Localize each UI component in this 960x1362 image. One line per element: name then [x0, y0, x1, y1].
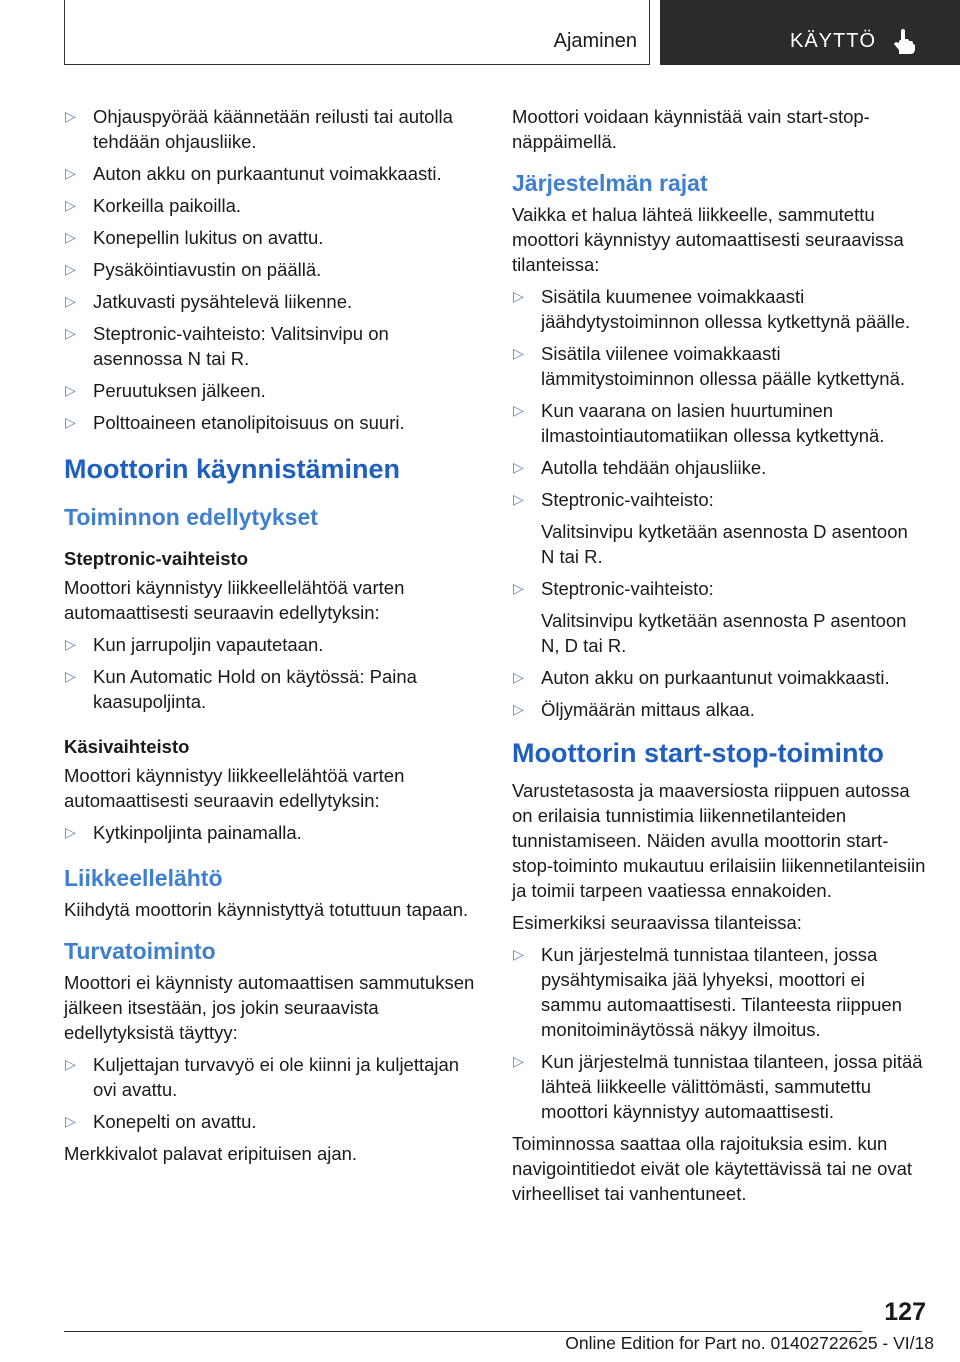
bullet-icon: ▷	[65, 1113, 76, 1129]
bullet-icon: ▷	[513, 701, 524, 717]
chapter-tab	[660, 0, 960, 65]
footer-edition: Online Edition for Part no. 01402722625 - VI/18	[565, 1333, 934, 1353]
heading-drive-off: Liikkeellelähtö	[64, 865, 223, 891]
paragraph: Esimerkiksi seuraavissa tilanteissa:	[512, 912, 802, 933]
heading-engine-start: Moottorin käynnistäminen	[64, 454, 401, 484]
section-title: Ajaminen	[553, 30, 637, 52]
bullet-icon: ▷	[513, 946, 524, 962]
list-item: ▷ Kun järjestelmä tunnistaa tilanteen, jossa pysähtymisaika jää lyhyeksi, moottori ei sammu automaattisesti. Tilanteesta riippuen monitoiminäytössä näkyy ilmoitus.	[513, 944, 902, 1040]
paragraph: Merkkivalot palavat eripituisen ajan.	[64, 1143, 358, 1164]
list-item: ▷ Sisätila kuumenee voimakkaasti jäähdytystoiminnon ollessa kytkettynä päälle.	[513, 286, 911, 332]
bullet-icon: ▷	[513, 459, 524, 475]
list-item: ▷ Kun Automatic Hold on käytössä: Paina kaasupoljinta.	[65, 666, 417, 712]
bullet-icon: ▷	[65, 325, 76, 341]
list-item: ▷ Auton akku on purkaantunut voimakkaasti.	[513, 667, 890, 688]
bullet-icon: ▷	[513, 580, 524, 596]
list-item: ▷ Ohjauspyörää käännetään reilusti tai autolla tehdään ohjausliike.	[65, 106, 453, 152]
bullet-icon: ▷	[65, 108, 76, 124]
list-item: ▷ Kun järjestelmä tunnistaa tilanteen, jossa pitää lähteä liikkeelle välittömästi, sammutettu moottori käynnistyy automaattisesti.	[513, 1051, 923, 1122]
page-header	[64, 0, 960, 66]
paragraph: Vaikka et halua lähteä liikkeelle, sammutettu moottori käynnistyy automaattisesti seuraavissa tilanteissa:	[512, 204, 904, 275]
bullet-icon: ▷	[513, 402, 524, 418]
list-item: ▷ Steptronic-vaihteisto: Valitsinvipu kytketään asennosta D asentoon N tai R.	[513, 489, 908, 567]
list-item: ▷ Öljymäärän mittaus alkaa.	[513, 699, 755, 720]
footer-divider	[64, 1331, 862, 1332]
list-item: ▷ Autolla tehdään ohjausliike.	[513, 457, 767, 478]
list-top	[64, 104, 478, 435]
list-item: ▷ Steptronic-vaihteisto: Valitsinvipu on asennossa N tai R.	[65, 323, 389, 369]
chapter-title: KÄYTTÖ	[789, 30, 876, 52]
paragraph: Toiminnossa saattaa olla rajoituksia esim. kun navigointitiedot eivät ole käytettävissä tai ne ovat virheelliset tai vanhentuneet.	[512, 1133, 913, 1204]
section-tab	[64, 0, 650, 65]
bullet-icon: ▷	[513, 1053, 524, 1069]
paragraph: Moottori käynnistyy liikkeellelähtöä varten automaattisesti seuraavin edellytyksin:	[64, 577, 405, 623]
bullet-icon: ▷	[65, 293, 76, 309]
paragraph: Kiihdytä moottorin käynnistyttyä totuttuun tapaan.	[64, 899, 469, 920]
bullet-icon: ▷	[513, 491, 524, 507]
bullet-icon: ▷	[513, 345, 524, 361]
list-item: ▷ Konepellin lukitus on avattu.	[65, 227, 324, 248]
list-item: ▷ Korkeilla paikoilla.	[65, 195, 242, 216]
bullet-icon: ▷	[65, 636, 76, 652]
bullet-icon: ▷	[65, 261, 76, 277]
paragraph: Moottori ei käynnisty automaattisen sammutuksen jälkeen itsestään, jos jokin seuraavista edellytyksistä täyttyy:	[64, 972, 475, 1043]
heading-system-limits: Järjestelmän rajat	[512, 170, 708, 196]
list-item: ▷ Kun jarrupoljin vapautetaan.	[65, 634, 324, 655]
bullet-icon: ▷	[65, 382, 76, 398]
right-column	[512, 104, 926, 1213]
list-item: ▷ Kuljettajan turvavyö ei ole kiinni ja kuljettajan ovi avattu.	[65, 1054, 460, 1100]
bullet-icon: ▷	[65, 414, 76, 430]
list-item: ▷ Konepelti on avattu.	[65, 1111, 257, 1132]
list-item: ▷ Kun vaarana on lasien huurtuminen ilmastointiautomatiikan ollessa kytkettynä.	[513, 400, 885, 446]
list-item: ▷ Pysäköintiavustin on päällä.	[65, 259, 322, 280]
heading-start-stop: Moottorin start-stop-toiminto	[512, 738, 884, 768]
heading-prerequisites: Toiminnon edellytykset	[64, 504, 318, 530]
bullet-icon: ▷	[65, 165, 76, 181]
bullet-icon: ▷	[513, 669, 524, 685]
bullet-icon: ▷	[65, 668, 76, 684]
list-item: ▷ Auton akku on purkaantunut voimakkaasti.	[65, 163, 442, 184]
paragraph: Moottori käynnistyy liikkeellelähtöä varten automaattisesti seuraavin edellytyksin:	[64, 765, 405, 811]
bullet-icon: ▷	[65, 197, 76, 213]
list-item: ▷ Polttoaineen etanolipitoisuus on suuri.	[65, 412, 405, 433]
list-item: ▷ Kytkinpoljinta painamalla.	[65, 822, 302, 843]
bullet-icon: ▷	[65, 824, 76, 840]
list-item: ▷ Steptronic-vaihteisto: Valitsinvipu kytketään asennosta P asentoon N, D tai R.	[513, 578, 907, 656]
list-item: ▷ Jatkuvasti pysähtelevä liikenne.	[65, 291, 353, 312]
bullet-icon: ▷	[65, 1056, 76, 1072]
bullet-icon: ▷	[513, 288, 524, 304]
bullet-icon: ▷	[65, 229, 76, 245]
left-column	[64, 104, 478, 1173]
page-number: 127	[884, 1298, 926, 1326]
pointing-hand-icon	[890, 28, 918, 56]
list-item: ▷ Peruutuksen jälkeen.	[65, 380, 266, 401]
heading-steptronic: Steptronic-vaihteisto	[64, 548, 248, 569]
heading-manual-gearbox: Käsivaihteisto	[64, 736, 190, 757]
paragraph: Varustetasosta ja maaversiosta riippuen autossa on erilaisia tunnistimia liikennetilanteiden tunnistamiseen. Näiden avulla moottorin start-stop-toiminto mukautuu erilaisiin liikennetilanteisiin ja toimii tarpeen vaatiessa ennakoiden.	[512, 780, 926, 901]
paragraph: Moottori voidaan käynnistää vain start-stop-näppäimellä.	[512, 106, 870, 152]
heading-safety-function: Turvatoiminto	[64, 938, 216, 964]
list-item: ▷ Sisätila viilenee voimakkaasti lämmitystoiminnon ollessa päälle kytkettynä.	[513, 343, 905, 389]
